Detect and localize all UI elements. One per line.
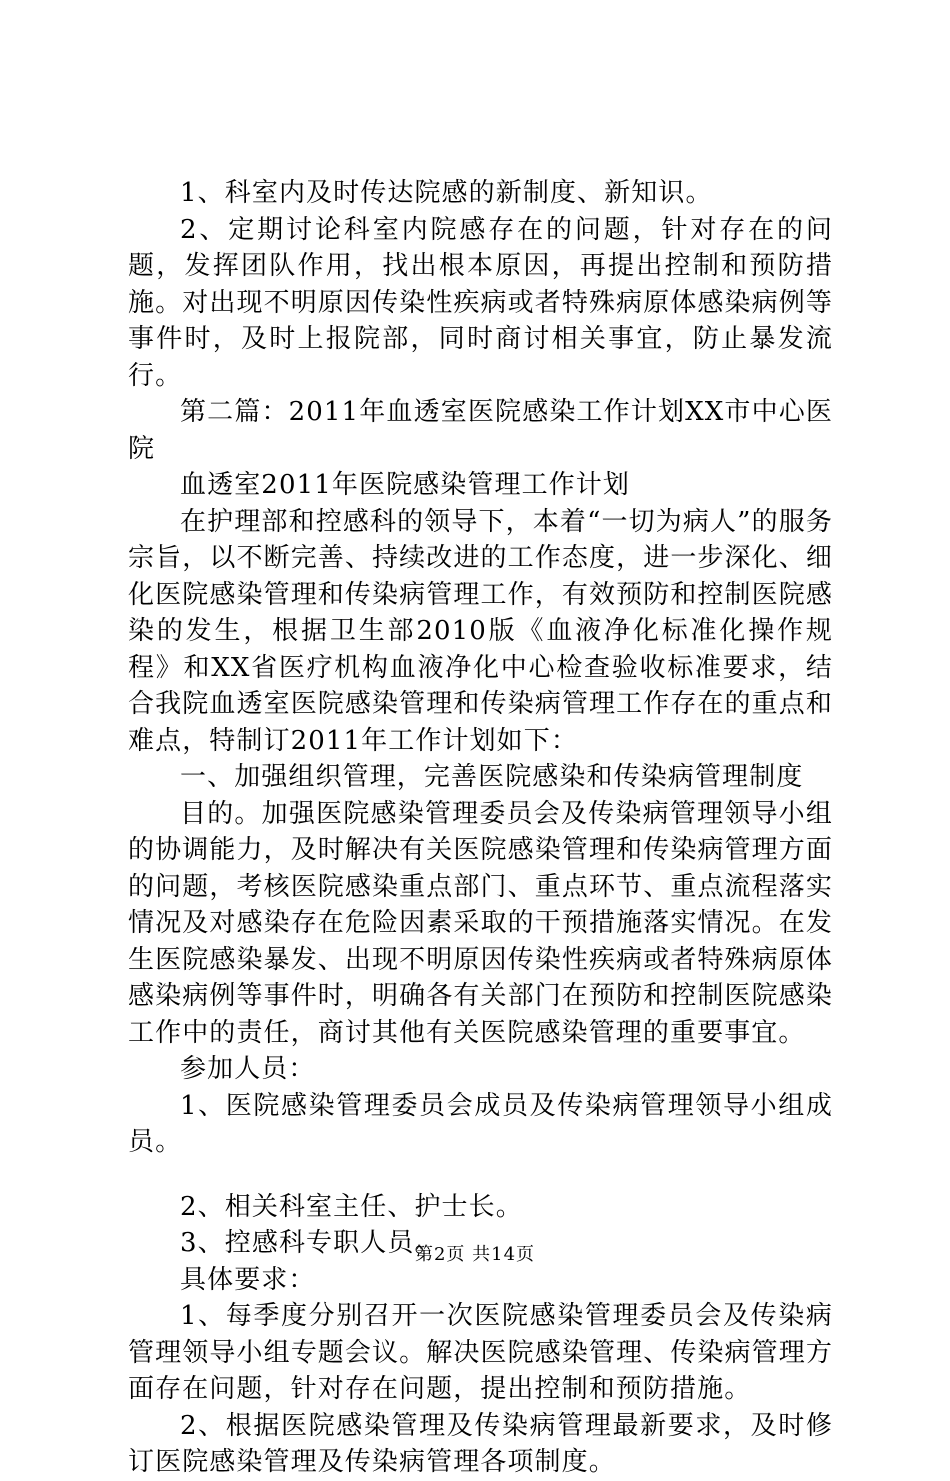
paragraph-1: 1、科室内及时传达院感的新制度、新知识。 bbox=[180, 178, 713, 208]
participant-item-2: 2、相关科室主任、护士长。 bbox=[180, 1191, 523, 1222]
document-body bbox=[128, 175, 833, 1481]
plan-title: 血透室2011年医院感染管理工作计划 bbox=[180, 470, 630, 500]
participants-label: 参加人员： bbox=[180, 1054, 316, 1084]
section-heading: 第二篇：2011年血透室医院感染工作计划XX市中心医院 bbox=[128, 397, 833, 464]
subheading-1: 一、加强组织管理，完善医院感染和传染病管理制度 bbox=[180, 762, 804, 792]
requirements-label: 具体要求： bbox=[180, 1264, 316, 1295]
participant-item-3: 3、控感科专职人员。 bbox=[180, 1228, 442, 1258]
requirement-item-2: 2、根据医院感染管理及传染病管理最新要求，及时修订医院感染管理及传染病管理各项制度。 bbox=[128, 1410, 833, 1477]
paragraph-intro: 在护理部和控感科的领导下，本着“一切为病人”的服务宗旨，以不断完善、持续改进的工作态度，进一步深化、细化医院感染管理和传染病管理工作，有效预防和控制医院感染的发生，根据卫生部2010版《血液净化标准化操作规程》和XX省医疗机构血液净化中心检查验收标准要求，结合我院血透室医院感染管理和传染病管理工作存在的重点和难点，特制订2011年工作计划如下： bbox=[128, 506, 833, 756]
requirement-item-1: 1、每季度分别召开一次医院感染管理委员会及传染病管理领导小组专题会议。解决医院感染管理、传染病管理方面存在问题，针对存在问题，提出控制和预防措施。 bbox=[128, 1301, 833, 1404]
page-footer: 第2页 共14页 bbox=[414, 1244, 536, 1265]
paragraph-2: 2、定期讨论科室内院感存在的问题，针对存在的问题，发挥团队作用，找出根本原因，再提出控制和预防措施。对出现不明原因传染性疾病或者特殊病原体感染病例等事件时，及时上报院部，同时商讨相关事宜，防止暴发流行。 bbox=[128, 214, 833, 391]
paragraph-purpose: 目的。加强医院感染管理委员会及传染病管理领导小组的协调能力，及时解决有关医院感染管理和传染病管理方面的问题，考核医院感染重点部门、重点环节、重点流程落实情况及对感染存在危险因素采取的干预措施落实情况。在发生医院感染暴发、出现不明原因传染性疾病或者特殊病原体感染病例等事件时，明确各有关部门在预防和控制医院感染工作中的责任，商讨其他有关医院感染管理的重要事宜。 bbox=[128, 798, 833, 1048]
participant-item-1: 1、医院感染管理委员会成员及传染病管理领导小组成员。 bbox=[128, 1090, 833, 1157]
blank-line bbox=[128, 1161, 833, 1189]
